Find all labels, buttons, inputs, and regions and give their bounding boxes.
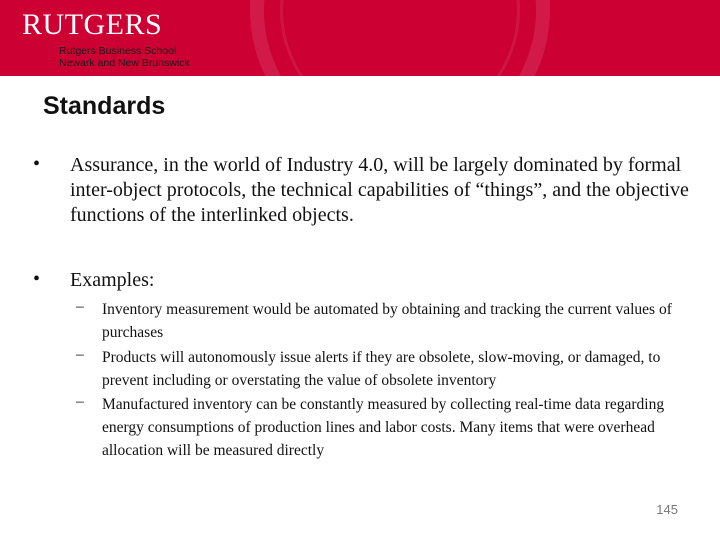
sub-bullet-marker: – bbox=[76, 346, 84, 363]
page-number: 145 bbox=[656, 502, 678, 517]
bullet-text: Examples: bbox=[70, 269, 155, 291]
bullet-marker: • bbox=[33, 268, 41, 290]
bullet-marker: • bbox=[33, 153, 41, 175]
sub-bullet-text: Inventory measurement would be automated by obtaining and tracking the current values of purchases bbox=[102, 301, 672, 341]
sub-bullet-text: Products will autonomously issue alerts if they are obsolete, slow-moving, or damaged, to prevent including or overstating the value of obsolete inventory bbox=[102, 349, 661, 389]
campus-name: Newark and New Brunswick bbox=[59, 57, 190, 69]
university-seal-watermark-inner bbox=[280, 0, 520, 76]
bullet-text: Assurance, in the world of Industry 4.0, will be largely dominated by formal inter-object protocols, the technical capabilities of “things”, and the objective functions of the interlinked objects. bbox=[70, 154, 689, 226]
header-bar bbox=[0, 0, 720, 76]
slide-title: Standards bbox=[43, 92, 166, 120]
sub-bullet-text: Manufactured inventory can be constantly measured by collecting real-time data regarding energy consumptions of production lines and labor costs. Many items that were overhead allocation will be measured directly bbox=[102, 396, 665, 459]
rutgers-logo: RUTGERS bbox=[22, 8, 163, 41]
sub-bullet-marker: – bbox=[76, 298, 84, 315]
school-name: Rutgers Business School bbox=[59, 45, 177, 57]
sub-bullet-marker: – bbox=[76, 393, 84, 410]
